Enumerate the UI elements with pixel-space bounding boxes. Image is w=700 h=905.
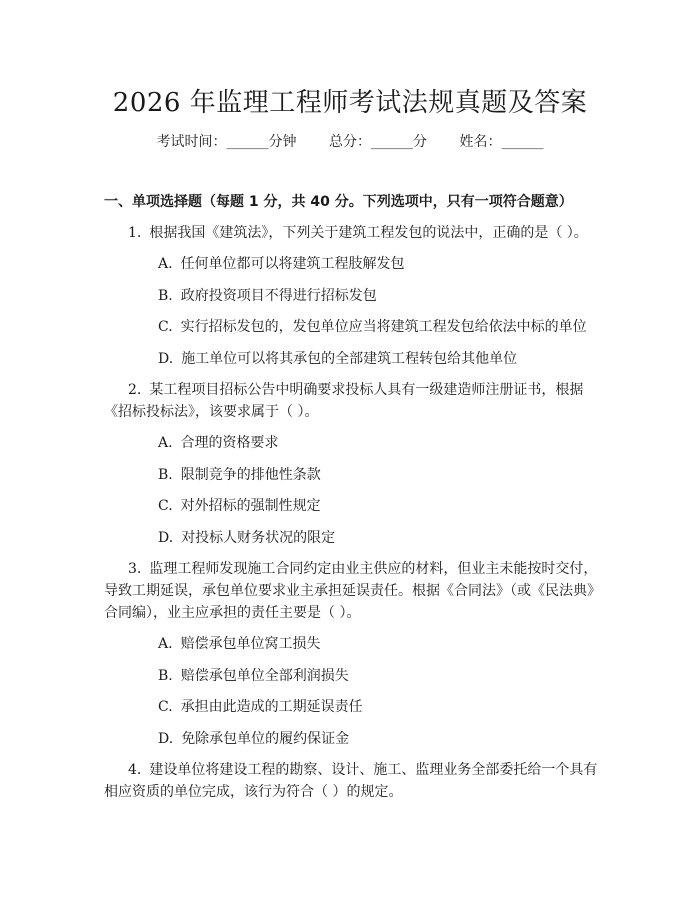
question-number: 2. — [128, 382, 142, 398]
question-3-option-b — [104, 665, 604, 687]
option-text: 对外招标的强制性规定 — [180, 498, 321, 514]
option-letter: D. — [158, 529, 174, 546]
question-2-option-c — [104, 495, 604, 517]
option-letter: C. — [158, 319, 173, 335]
option-text: 赔偿承包单位窝工损失 — [180, 636, 321, 652]
option-letter: A. — [158, 435, 173, 451]
question-4 — [104, 759, 604, 803]
exam-time: 考试时间：______分钟 — [156, 134, 297, 150]
question-1-option-c — [104, 316, 604, 338]
option-letter: B. — [158, 667, 173, 684]
question-1-option-b — [104, 285, 604, 307]
section-header: 一、单项选择题（每题 1 分，共 40 分。下列选项中，只有一项符合题意） — [104, 194, 573, 210]
question-text: 监理工程师发现施工合同约定由业主供应的材料，但业主未能按时交付，导致工期延误，承包单位要求业主承担延误责任。根据《合同法》（或《民法典》合同编），业主应承担的责任主要是（ ）。 — [104, 561, 601, 621]
option-text: 实行招标发包的，发包单位应当将建筑工程发包给依法中标的单位 — [180, 319, 587, 335]
question-1-option-a — [104, 253, 604, 275]
question-number: 3. — [128, 561, 142, 577]
exam-meta — [0, 131, 700, 151]
question-1 — [104, 222, 604, 244]
option-text: 施工单位可以将其承包的全部建筑工程转包给其他单位 — [181, 350, 518, 367]
option-letter: B. — [158, 466, 173, 483]
question-3 — [104, 558, 604, 624]
option-letter: D. — [158, 730, 174, 747]
question-3-option-c — [104, 696, 604, 718]
question-2-option-b — [104, 464, 604, 486]
question-number: 1. — [128, 225, 142, 241]
question-text: 某工程项目招标公告中明确要求投标人具有一级建造师注册证书，根据《招标投标法》，该要求属于（ ）。 — [104, 382, 584, 420]
option-letter: A. — [158, 256, 173, 272]
option-text: 赔偿承包单位全部利润损失 — [180, 667, 349, 684]
option-text: 任何单位都可以将建筑工程肢解发包 — [180, 256, 405, 272]
option-text: 合理的资格要求 — [180, 435, 279, 451]
option-text: 承担由此造成的工期延误责任 — [180, 699, 363, 715]
exam-score: 总分：______分 — [329, 134, 427, 150]
question-2-option-a — [104, 432, 604, 454]
exam-name: 姓名：______ — [459, 134, 544, 150]
option-letter: C. — [158, 498, 173, 514]
question-2 — [104, 379, 604, 423]
question-1-option-d — [104, 348, 604, 370]
option-text: 免除承包单位的履约保证金 — [181, 730, 350, 747]
question-text: 建设单位将建设工程的勘察、设计、施工、监理业务全部委托给一个具有相应资质的单位完成，该行为符合（ ）的规定。 — [104, 762, 598, 800]
document-title: 2026 年监理工程师考试法规真题及答案 — [112, 88, 588, 118]
question-3-option-d — [104, 728, 604, 750]
question-2-option-d — [104, 527, 604, 549]
option-letter: C. — [158, 699, 173, 715]
option-letter: B. — [158, 287, 173, 304]
option-text: 限制竞争的排他性条款 — [180, 466, 321, 483]
option-text: 政府投资项目不得进行招标发包 — [180, 287, 377, 304]
question-list — [104, 222, 604, 812]
option-text: 对投标人财务状况的限定 — [181, 529, 336, 546]
question-text: 根据我国《建筑法》，下列关于建筑工程发包的说法中，正确的是（ ）。 — [149, 225, 588, 241]
question-number: 4. — [128, 762, 142, 778]
question-3-option-a — [104, 633, 604, 655]
option-letter: D. — [158, 350, 174, 367]
option-letter: A. — [158, 636, 173, 652]
